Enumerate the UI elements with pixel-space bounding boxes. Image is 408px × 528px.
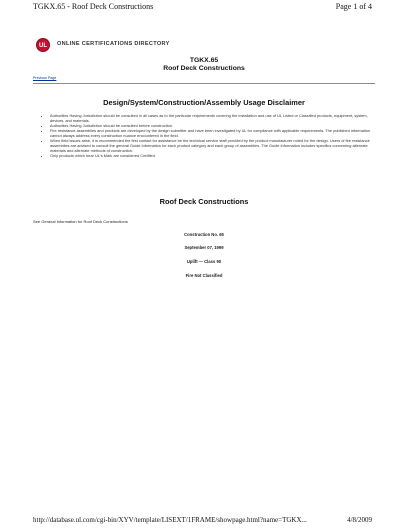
construction-number: Construction No. 65 <box>184 232 224 237</box>
header-divider <box>33 83 375 84</box>
section-heading: Roof Deck Constructions <box>159 197 249 206</box>
disclaimer-heading: Design/System/Construction/Assembly Usage Disclaimer <box>103 98 305 107</box>
disclaimer-item: • Authorities Having Jurisdiction should be consulted in all cases as to the particular requirements covering the installation and use of UL Listed or Classified products, equipment, system, devices, and materials. <box>50 113 376 123</box>
disclaimer-item: • Authorities Having Jurisdiction should be consulted before construction. <box>50 123 376 128</box>
fire-classification: Fire Not Classified <box>185 273 223 278</box>
ul-logo[interactable]: UL <box>36 38 50 52</box>
disclaimer-list <box>42 113 376 158</box>
construction-date: September 07, 1999 <box>184 245 224 250</box>
general-information-link[interactable]: See General Information for Roof Deck Constructions <box>33 218 128 224</box>
disclaimer-item: • Fire resistance assemblies and products are developed by the design submitter and have been investigated by UL for compliance with applicable requirements. The published information cannot always address every construction nuance encountered in the field. <box>50 128 376 138</box>
print-footer-url: http://database.ul.com/cgi-bin/XYV/template/LISEXT/1FRAME/showpage.html?name=TGKX... <box>33 516 307 524</box>
print-header-title: TGKX.65 - Roof Deck Constructions <box>33 2 154 11</box>
page-title-code: TGKX.65 <box>189 57 219 64</box>
disclaimer-item: • When field issues arise, it is recommended the first contact for assistance be the technical service staff provided by the product manufacturer noted for the design. Users of fire resistance assemblies are advised to consult the general Guide Information for each product category and each group of assemblies. The Guide Information includes specifics concerning alternate materials and alternate methods of construction. <box>50 138 376 153</box>
page-title-name: Roof Deck Constructions <box>163 65 245 72</box>
print-footer-date: 4/8/2009 <box>347 516 372 524</box>
disclaimer-item: • Only products which bear UL's Mark are considered Certified. <box>50 153 376 158</box>
print-header-page-number: Page 1 of 4 <box>335 2 372 11</box>
directory-name: ONLINE CERTIFICATIONS DIRECTORY <box>57 41 170 47</box>
previous-page-link[interactable]: Previous Page <box>33 75 57 80</box>
uplift-class: Uplift — Class 90 <box>186 259 222 264</box>
